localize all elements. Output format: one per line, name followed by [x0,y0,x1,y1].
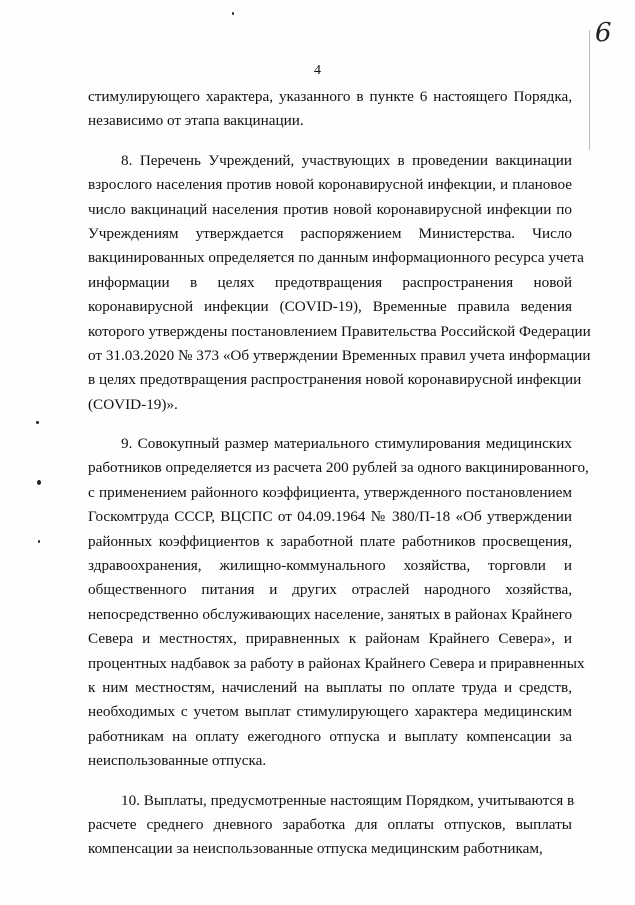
scan-speck [37,480,41,485]
margin-line [589,30,590,150]
text-line: с применением районного коэффициента, утвержденного постановлением [88,483,572,501]
text-line: работникам на оплату ежегодного отпуска и выплату компенсации за [88,727,572,745]
text-line: общественного питания и других отраслей народного хозяйства, [88,581,572,599]
text-line: вакцинированных определяется по данным информационного ресурса учета [88,249,584,267]
text-line: которого утверждены постановлением Правительства Российской Федерации [88,322,591,340]
scan-speck [36,421,39,424]
paragraph-gap [88,417,572,432]
text-line: 9. Совокупный размер материального стимулирования медицинских [121,435,572,453]
paragraph [88,432,589,773]
text-line: 8. Перечень Учреждений, участвующих в проведении вакцинации [121,151,572,169]
paragraph [88,85,572,134]
text-line: стимулирующего характера, указанного в пункте 6 настоящего Порядка, [88,88,572,105]
text-line: районных коэффициентов к заработной плате работников просвещения, [88,532,572,550]
paragraph [88,149,591,417]
scan-speck [38,540,40,543]
handwritten-page-mark: 6 [595,18,612,48]
text-line: процентных надбавок за работу в районах Крайнего Севера и приравненных [88,654,585,672]
text-line: непосредственно обслуживающих население, занятых в районах Крайнего [88,605,573,623]
text-line: к ним местностям, начислений на выплаты по оплате труда и средств, [88,678,572,696]
text-line: от 31.03.2020 № 373 «Об утверждении Временных правил учета информации [88,346,591,364]
page-number: 4 [314,63,321,78]
document-body [88,85,591,862]
text-line: коронавирусной инфекции (COVID-19), Временные правила ведения [88,298,572,316]
paragraph-gap [88,134,572,149]
text-line: Учреждениям утверждается распоряжением Министерства. Число [88,224,572,242]
text-line: неиспользованные отпуска. [88,752,267,770]
paragraph-gap [88,774,572,789]
scan-speck [232,12,234,15]
text-line: здравоохранения, жилищно-коммунального хозяйства, торговли и [88,557,572,575]
text-line: расчете среднего дневного заработка для оплаты отпусков, выплаты [88,815,572,833]
text-line: работников определяется из расчета 200 рублей за одного вакцинированного, [88,459,589,477]
text-line: (COVID-19)». [88,395,178,413]
text-line: в целях предотвращения распространения новой коронавирусной инфекции [88,371,582,389]
text-line: информации в целях предотвращения распространения новой [88,273,572,291]
text-line: число вакцинаций населения против новой коронавирусной инфекции по [88,200,572,218]
text-line: необходимых с учетом выплат стимулирующего характера медицинским [88,703,572,721]
text-line: 10. Выплаты, предусмотренные настоящим Порядком, учитываются в [121,791,575,809]
text-line: Госкомтруда СССР, ВЦСПС от 04.09.1964 № 380/П-18 «Об утверждении [88,508,572,526]
text-line: взрослого населения против новой коронавирусной инфекции, и плановое [88,176,572,194]
text-line: независимо от этапа вакцинации. [88,112,304,130]
text-line: компенсации за неиспользованные отпуска медицинским работникам, [88,840,543,858]
paragraph [88,789,575,862]
text-line: Севера и местностях, приравненных к районам Крайнего Севера», и [88,630,572,648]
